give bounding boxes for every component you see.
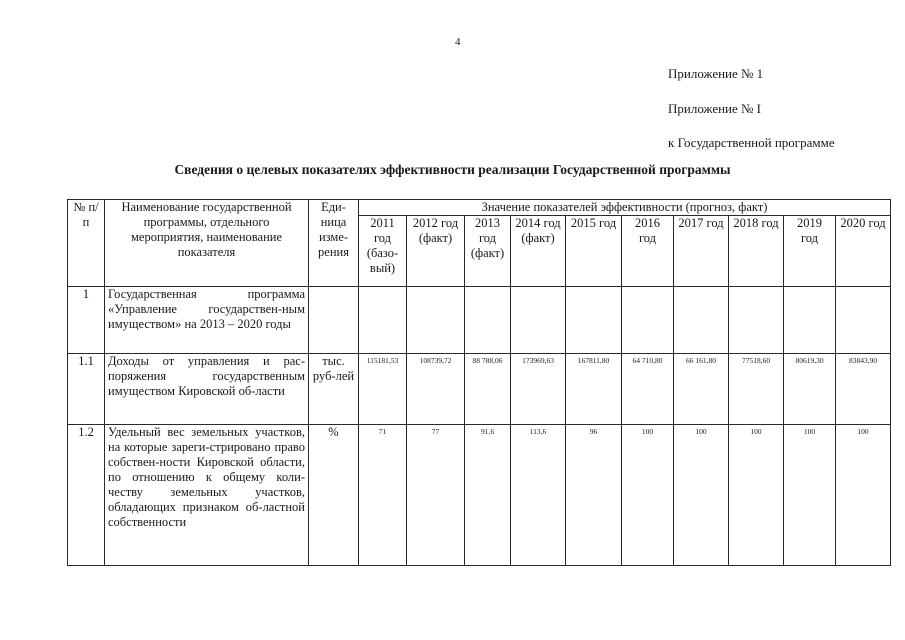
row-value: 64 710,80 <box>622 354 674 425</box>
row-value <box>729 287 784 354</box>
row-value <box>511 287 566 354</box>
row-value: 66 161,80 <box>674 354 729 425</box>
annex-label: Приложение № 1 <box>668 66 764 81</box>
row-unit <box>309 287 359 354</box>
header-year: 2017 год <box>674 216 729 287</box>
row-value: 77518,60 <box>729 354 784 425</box>
row-value: 113,6 <box>511 425 566 566</box>
annex-label-repeat: Приложение № I <box>668 101 762 116</box>
row-value: 77 <box>407 425 465 566</box>
document-title: Сведения о целевых показателях эффективности реализации Государственной программы <box>174 162 731 177</box>
row-value: 88 788,06 <box>465 354 511 425</box>
header-year: 2019 год <box>784 216 836 287</box>
row-value: 100 <box>784 425 836 566</box>
header-unit: Еди-ница изме-рения <box>309 200 359 287</box>
row-value: 173969,63 <box>511 354 566 425</box>
row-value: 108739,72 <box>407 354 465 425</box>
row-value: 100 <box>674 425 729 566</box>
row-num: 1.2 <box>68 425 105 566</box>
header-num: № п/п <box>68 200 105 287</box>
header-year: 2013 год (факт) <box>465 216 511 287</box>
header-name: Наименование государственной программы, отдельного мероприятия, наименование показателя <box>105 200 309 287</box>
row-value: 115181,53 <box>359 354 407 425</box>
header-year: 2011 год (базо-вый) <box>359 216 407 287</box>
header-year: 2014 год (факт) <box>511 216 566 287</box>
table-header-row <box>68 200 891 216</box>
row-value <box>359 287 407 354</box>
row-name: Государственная программа «Управление государствен-ным имуществом» на 2013 – 2020 годы <box>105 287 309 354</box>
row-num: 1 <box>68 287 105 354</box>
row-value: 100 <box>836 425 891 566</box>
row-unit: тыс. руб-лей <box>309 354 359 425</box>
row-value <box>836 287 891 354</box>
header-values-group: Значение показателей эффективности (прогноз, факт) <box>359 200 891 216</box>
table-row <box>68 425 891 566</box>
header-year: 2020 год <box>836 216 891 287</box>
row-value <box>566 287 622 354</box>
row-value: 96 <box>566 425 622 566</box>
row-unit: % <box>309 425 359 566</box>
row-value <box>674 287 729 354</box>
row-value: 71 <box>359 425 407 566</box>
header-year: 2018 год <box>729 216 784 287</box>
header-year: 2012 год (факт) <box>407 216 465 287</box>
table-row <box>68 287 891 354</box>
row-value: 100 <box>622 425 674 566</box>
header-year: 2016 год <box>622 216 674 287</box>
row-value: 100 <box>729 425 784 566</box>
row-value <box>784 287 836 354</box>
row-value: 80619,30 <box>784 354 836 425</box>
row-name: Удельный вес земельных участков, на которые зареги-стрировано право собствен-ности Кировской области, по отношению к общему коли-честву земельных участков, обладающих признаком об-ластной собственности <box>105 425 309 566</box>
indicators-table <box>67 199 891 566</box>
row-value: 167811,80 <box>566 354 622 425</box>
row-value: 91,6 <box>465 425 511 566</box>
row-num: 1.1 <box>68 354 105 425</box>
annex-reference: к Государственной программе <box>668 135 835 150</box>
row-value <box>465 287 511 354</box>
row-value <box>407 287 465 354</box>
row-value <box>622 287 674 354</box>
page-number: 4 <box>455 36 461 48</box>
row-value: 83843,90 <box>836 354 891 425</box>
table-row <box>68 354 891 425</box>
row-name: Доходы от управления и рас-поряжения государственным имуществом Кировской об-ласти <box>105 354 309 425</box>
header-year: 2015 год <box>566 216 622 287</box>
